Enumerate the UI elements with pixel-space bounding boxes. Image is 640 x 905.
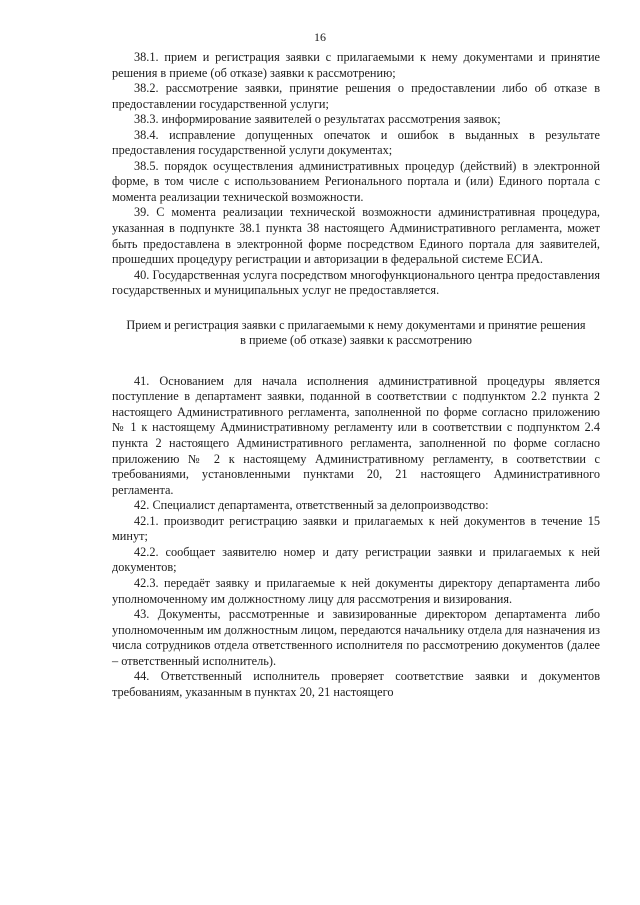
paragraph-39: 39. С момента реализации технической возможности административная процедура, указанная в подпункте 38.1 пункта 38 настоящего Административного регламента, может быть предоставлена в электронной форме посредством Единого портала для заявителей, прошедших процедуру регистрации и авторизации в федеральной системе ЕСИА. — [112, 205, 600, 267]
paragraph-38-4: 38.4. исправление допущенных опечаток и ошибок в выданных в результате предоставления государственной услуги документах; — [112, 127, 600, 158]
page-number: 16 — [314, 30, 326, 44]
paragraph-44: 44. Ответственный исполнитель проверяет соответствие заявки и документов требованиям, указанным в пунктах 20, 21 настоящего — [112, 669, 600, 699]
document-body — [112, 50, 600, 700]
paragraph-42: 42. Специалист департамента, ответственный за делопроизводство: — [134, 498, 489, 513]
paragraph-41: 41. Основанием для начала исполнения административной процедуры является поступление в департамент заявки, поданной в соответствии с подпунктом 2.2 пункта 2 настоящего Административного регламента, заполненной по форме согласно приложению № 1 к настоящему Административному регламенту или в соответствии с подпунктом 2.4 пункта 2 настоящего Административного регламента, заполненной по форме согласно приложению № 2 к настоящему Административному регламенту, в соответствии с требованиями, установленными пунктами 20, 21 настоящего Административного регламента. — [112, 373, 600, 497]
paragraph-40: 40. Государственная услуга посредством многофункционального центра предоставления государственных и муниципальных услуг не предоставляется. — [112, 267, 600, 298]
paragraph-38-1: 38.1. прием и регистрация заявки с прилагаемыми к нему документами и принятие решения в приеме (об отказе) заявки к рассмотрению; — [112, 50, 600, 80]
paragraph-42-2: 42.2. сообщает заявителю номер и дату регистрации заявки и прилагаемых к ней документов; — [112, 544, 600, 575]
paragraph-43: 43. Документы, рассмотренные и завизированные директором департамента либо уполномоченным им должностным лицом, передаются начальнику отдела для назначения из числа сотрудников отдела ответственного исполнителя по рассмотрению документов (далее – ответственный исполнитель). — [112, 607, 600, 668]
paragraph-42-1: 42.1. производит регистрацию заявки и прилагаемых к ней документов в течение 15 минут; — [112, 513, 600, 544]
paragraph-38-3: 38.3. информирование заявителей о результатах рассмотрения заявок; — [134, 112, 501, 127]
section-heading: Прием и регистрация заявки с прилагаемыми к нему документами и принятие решения в приеме (об отказе) заявки к рассмотрению — [126, 317, 586, 348]
paragraph-38-5: 38.5. порядок осуществления административных процедур (действий) в электронной форме, в том числе с использованием Регионального портала и (или) Единого портала с момента реализации технической возможности. — [112, 158, 600, 204]
paragraph-42-3: 42.3. передаёт заявку и прилагаемые к ней документы директору департамента либо уполномоченному им должностному лицу для рассмотрения и визирования. — [112, 575, 600, 606]
paragraph-38-2: 38.2. рассмотрение заявки, принятие решения о предоставлении либо об отказе в предоставлении государственной услуги; — [112, 81, 600, 111]
